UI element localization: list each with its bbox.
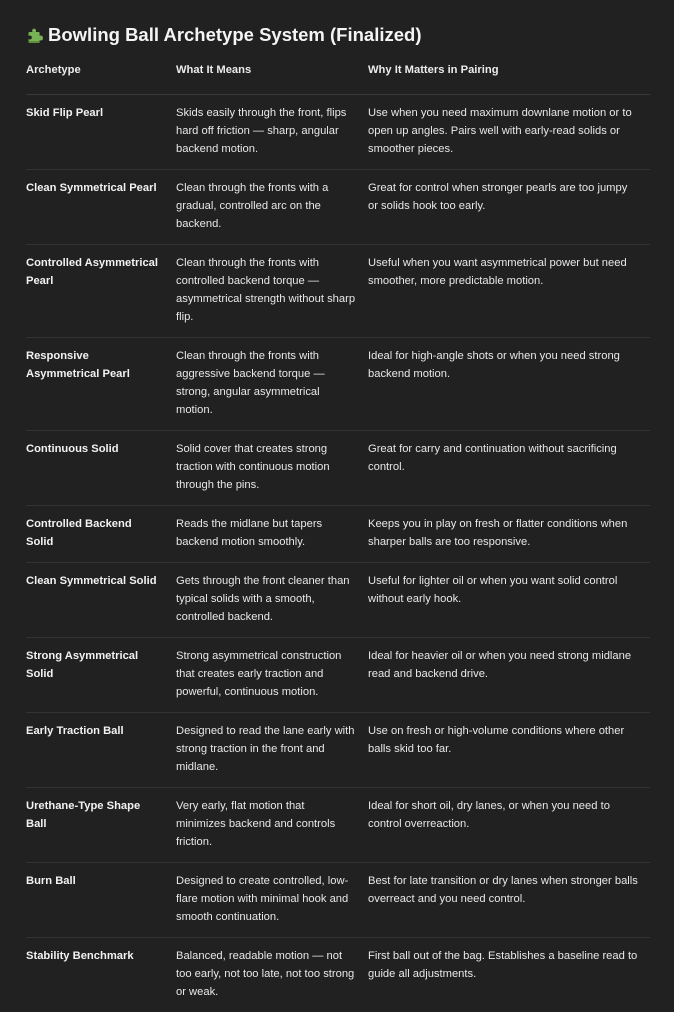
archetype-cell: Stability Benchmark [26,938,176,1012]
meaning-cell: Designed to read the lane early with strong traction in the front and midlane. [176,713,368,788]
archetype-table [26,64,650,1012]
pairing-cell: Ideal for heavier oil or when you need strong midlane read and backend drive. [368,638,650,713]
meaning-cell: Clean through the fronts with aggressive backend torque — strong, angular asymmetrical motion. [176,338,368,431]
archetype-cell: Responsive Asymmetrical Pearl [26,338,176,431]
pairing-cell: Great for carry and continuation without sacrificing control. [368,431,650,506]
page-title [26,22,648,48]
table-row [26,506,650,563]
archetype-cell: Early Traction Ball [26,713,176,788]
meaning-cell: Very early, flat motion that minimizes backend and controls friction. [176,788,368,863]
meaning-cell: Strong asymmetrical construction that creates early traction and powerful, continuous motion. [176,638,368,713]
table-row [26,713,650,788]
puzzle-piece-icon [26,26,44,44]
header-what-it-means: What It Means [176,64,368,95]
table-row [26,170,650,245]
table-row [26,788,650,863]
archetype-cell: Clean Symmetrical Pearl [26,170,176,245]
archetype-cell: Skid Flip Pearl [26,95,176,170]
pairing-cell: Great for control when stronger pearls are too jumpy or solids hook too early. [368,170,650,245]
table-row [26,938,650,1012]
table-header-row [26,64,650,95]
table-row [26,95,650,170]
pairing-cell: Use when you need maximum downlane motion or to open up angles. Pairs well with early-read solids or smoother pieces. [368,95,650,170]
table-row [26,431,650,506]
document [26,22,648,1012]
archetype-cell: Clean Symmetrical Solid [26,563,176,638]
pairing-cell: First ball out of the bag. Establishes a baseline read to guide all adjustments. [368,938,650,1012]
archetype-cell: Controlled Asymmetrical Pearl [26,245,176,338]
table-row [26,563,650,638]
table-row [26,863,650,938]
pairing-cell: Keeps you in play on fresh or flatter conditions when sharper balls are too responsive. [368,506,650,563]
meaning-cell: Clean through the fronts with a gradual, controlled arc on the backend. [176,170,368,245]
pairing-cell: Use on fresh or high-volume conditions where other balls skid too far. [368,713,650,788]
meaning-cell: Solid cover that creates strong traction with continuous motion through the pins. [176,431,368,506]
meaning-cell: Gets through the front cleaner than typical solids with a smooth, controlled backend. [176,563,368,638]
table-row [26,638,650,713]
header-archetype: Archetype [26,64,176,95]
pairing-cell: Ideal for short oil, dry lanes, or when you need to control overreaction. [368,788,650,863]
meaning-cell: Skids easily through the front, flips hard off friction — sharp, angular backend motion. [176,95,368,170]
header-why-it-matters: Why It Matters in Pairing [368,64,650,95]
meaning-cell: Reads the midlane but tapers backend motion smoothly. [176,506,368,563]
archetype-cell: Urethane-Type Shape Ball [26,788,176,863]
archetype-cell: Burn Ball [26,863,176,938]
table-row [26,338,650,431]
meaning-cell: Balanced, readable motion — not too early, not too late, not too strong or weak. [176,938,368,1012]
page-title-text: Bowling Ball Archetype System (Finalized) [48,24,422,46]
archetype-cell: Continuous Solid [26,431,176,506]
meaning-cell: Designed to create controlled, low-flare motion with minimal hook and smooth continuation. [176,863,368,938]
table-row [26,245,650,338]
pairing-cell: Useful when you want asymmetrical power but need smoother, more predictable motion. [368,245,650,338]
archetype-cell: Controlled Backend Solid [26,506,176,563]
archetype-cell: Strong Asymmetrical Solid [26,638,176,713]
pairing-cell: Best for late transition or dry lanes when stronger balls overreact and you need control. [368,863,650,938]
pairing-cell: Ideal for high-angle shots or when you need strong backend motion. [368,338,650,431]
pairing-cell: Useful for lighter oil or when you want solid control without early hook. [368,563,650,638]
meaning-cell: Clean through the fronts with controlled backend torque — asymmetrical strength without sharp flip. [176,245,368,338]
